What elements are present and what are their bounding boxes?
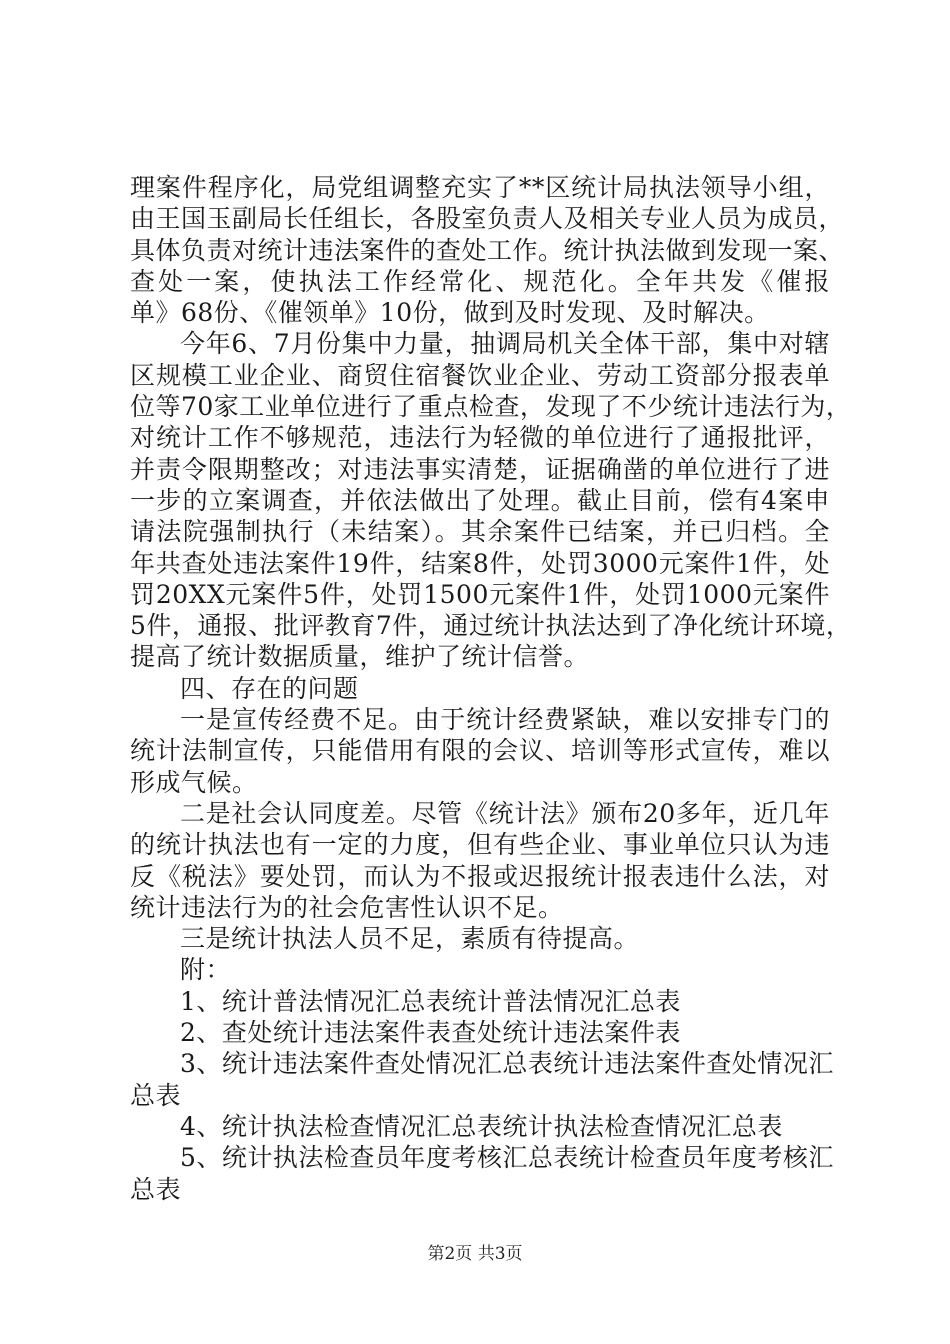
text-line: 反《税法》要处罚，而认为不报或迟报统计报表违什么法，对 bbox=[130, 861, 830, 891]
text-line: 对统计工作不够规范，违法行为轻微的单位进行了通报批评， bbox=[130, 423, 830, 453]
text-line: 查处一案，使执法工作经常化、规范化。全年共发《催报 bbox=[130, 266, 830, 296]
text-line: 总表 bbox=[130, 1174, 182, 1204]
text-line: 年共查处违法案件19件，结案8件，处罚3000元案件1件，处 bbox=[130, 548, 830, 578]
text-line: 总表 bbox=[130, 1080, 182, 1110]
text-line: 的统计执法也有一定的力度，但有些企业、事业单位只认为违 bbox=[130, 830, 830, 860]
text-line: 由王国玉副局长任组长，各股室负责人及相关专业人员为成员， bbox=[130, 204, 845, 234]
text-line: 附： bbox=[180, 955, 232, 985]
text-line: 三是统计执法人员不足，素质有待提高。 bbox=[180, 924, 640, 954]
text-line: 单》68份、《催领单》10份，做到及时发现、及时解决。 bbox=[130, 298, 770, 328]
text-line: 4、统计执法检查情况汇总表统计执法检查情况汇总表 bbox=[180, 1111, 783, 1141]
text-line: 1、统计普法情况汇总表统计普法情况汇总表 bbox=[180, 986, 681, 1016]
text-line: 一是宣传经费不足。由于统计经费紧缺，难以安排专门的 bbox=[180, 705, 830, 735]
text-line: 理案件程序化，局党组调整充实了**区统计局执法领导小组， bbox=[130, 173, 830, 202]
text-line: 5件，通报、批评教育7件，通过统计执法达到了净化统计环境， bbox=[130, 611, 852, 641]
text-line: 一步的立案调查，并依法做出了处理。截止目前，偿有4案申 bbox=[130, 485, 830, 515]
text-line: 3、统计违法案件查处情况汇总表统计违法案件查处情况汇 bbox=[180, 1049, 834, 1079]
text-line: 四、存在的问题 bbox=[180, 673, 359, 703]
text-line: 5、统计执法检查员年度考核汇总表统计检查员年度考核汇 bbox=[180, 1143, 834, 1173]
text-line: 统计法制宣传，只能借用有限的会议、培训等形式宣传，难以 bbox=[130, 736, 830, 766]
text-line: 统计违法行为的社会危害性认识不足。 bbox=[130, 892, 564, 922]
page-number-footer: 第2页 共3页 bbox=[427, 1244, 523, 1264]
text-line: 提高了统计数据质量，维护了统计信誉。 bbox=[130, 642, 590, 672]
text-line: 并责令限期整改；对违法事实清楚，证据确凿的单位进行了进 bbox=[130, 454, 830, 484]
text-line: 罚20XX元案件5件，处罚1500元案件1件，处罚1000元案件 bbox=[130, 579, 830, 609]
text-line: 具体负责对统计违法案件的查处工作。统计执法做到发现一案、 bbox=[130, 235, 845, 265]
text-line: 区规模工业企业、商贸住宿餐饮业企业、劳动工资部分报表单 bbox=[130, 360, 830, 390]
text-line: 2、查处统计违法案件表查处统计违法案件表 bbox=[180, 1018, 681, 1048]
text-line: 形成气候。 bbox=[130, 767, 258, 797]
text-line: 请法院强制执行（未结案）。其余案件已结案，并已归档。全 bbox=[130, 517, 830, 547]
text-line: 今年6、7月份集中力量，抽调局机关全体干部，集中对辖 bbox=[180, 329, 830, 359]
text-line: 二是社会认同度差。尽管《统计法》颁布20多年，近几年 bbox=[180, 798, 830, 828]
text-line: 位等70家工业单位进行了重点检查，发现了不少统计违法行为， bbox=[130, 392, 852, 422]
document-body bbox=[130, 172, 852, 1205]
